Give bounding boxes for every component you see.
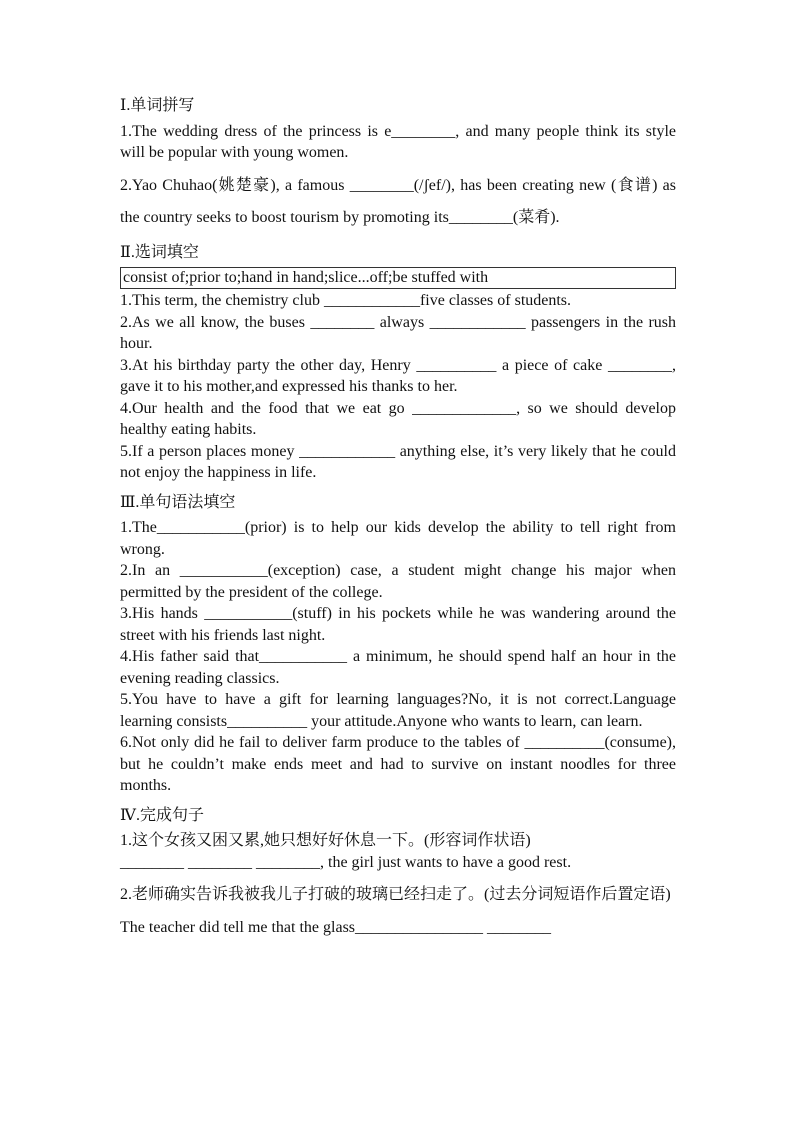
s2-item-1: 1.This term, the chemistry club ____________five classes of students. (120, 292, 572, 309)
s4-q1-prompt: 1.这个女孩又困又累,她只想好好休息一下。(形容词作状语) (120, 832, 531, 849)
s2-item-2: 2.As we all know, the buses ________ always ____________ passengers in the rush hour. (120, 313, 676, 352)
s2-item-3: 3.At his birthday party the other day, Henry __________ a piece of cake ________, gave it to his mother,and expressed his thanks to her. (120, 356, 676, 395)
section-4-title: Ⅳ.完成句子 (120, 806, 204, 824)
s4-q2-prompt: 2.老师确实告诉我被我儿子打破的玻璃已经扫走了。(过去分词短语作后置定语) (120, 886, 671, 903)
section-1-title: Ⅰ.单词拼写 (120, 97, 195, 114)
s3-item-1: 1.The___________(prior) is to help our kids develop the ability to tell right from wrong. (120, 519, 676, 558)
s1-item-1: 1.The wedding dress of the princess is e________, and many people think its style will be popular with young women. (120, 122, 676, 161)
s3-item-3: 3.His hands ___________(stuff) in his pockets while he was wandering around the street with his friends last night. (120, 605, 676, 644)
s3-item-4: 4.His father said that___________ a minimum, he should spend half an hour in the evening reading classics. (120, 648, 676, 687)
section-3-title: Ⅲ.单句语法填空 (120, 493, 236, 511)
s2-item-5: 5.If a person places money ____________ anything else, it’s very likely that he could not enjoy the happiness in life. (120, 442, 676, 481)
s3-item-5: 5.You have to have a gift for learning languages?No, it is not correct.Language learning consists__________ your attitude.Anyone who wants to learn, can learn. (120, 691, 676, 730)
s2-item-4: 4.Our health and the food that we eat go _____________, so we should develop healthy eating habits. (120, 399, 676, 438)
worksheet-page (120, 95, 676, 945)
s1-item-2: 2.Yao Chuhao(姚楚豪), a famous ________(/ʃef/), has been creating new (食谱) as the country seeks to boost tourism by promoting its________(菜肴). (120, 176, 676, 226)
section-2-title: Ⅱ.选词填空 (120, 243, 199, 261)
s4-q2-answer: The teacher did tell me that the glass________________ ________ (120, 919, 552, 936)
s3-item-6: 6.Not only did he fail to deliver farm produce to the tables of __________(consume), but he couldn’t make ends meet and had to survive on instant noodles for three months. (120, 734, 676, 794)
s3-item-2: 2.In an ___________(exception) case, a student might change his major when permitted by the president of the college. (120, 562, 676, 601)
word-bank-box: consist of;prior to;hand in hand;slice...off;be stuffed with (120, 267, 676, 289)
s4-q1-answer: ________ ________ ________, the girl just wants to have a good rest. (120, 853, 572, 871)
